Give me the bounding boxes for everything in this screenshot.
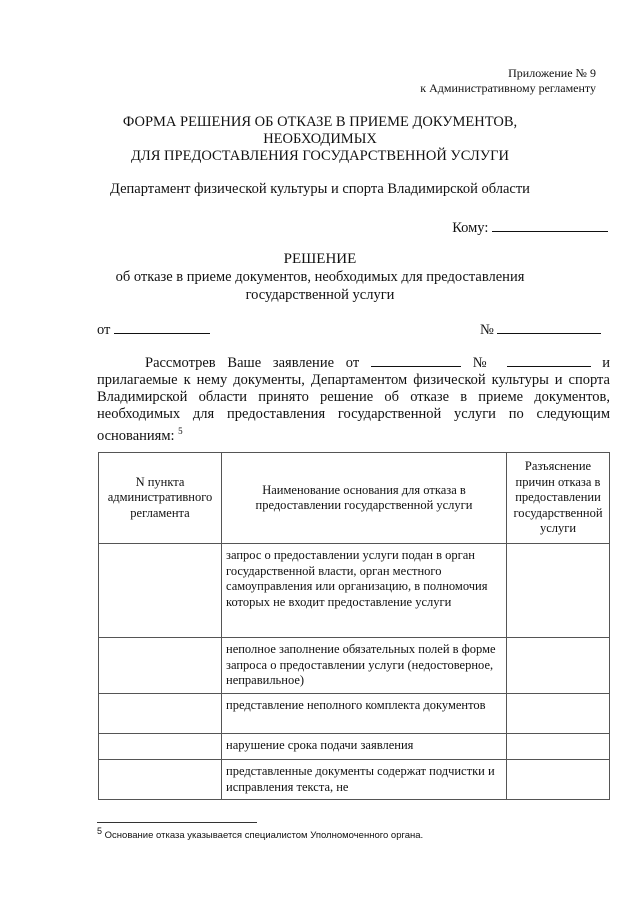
cell-point[interactable] [99, 734, 222, 760]
application-date-blank[interactable] [371, 352, 461, 367]
footnote [97, 826, 423, 841]
table-row [99, 544, 610, 638]
from-label: от [97, 322, 111, 338]
recipient-line [452, 217, 608, 237]
cell-ground: запрос о предоставлении услуги подан в орган государственной власти, орган местного самоуправления или организацию, в полномочия которых не входит предоставление услуги [222, 544, 507, 638]
application-number-blank[interactable] [507, 352, 591, 367]
cell-point[interactable] [99, 760, 222, 800]
cell-explanation[interactable] [507, 638, 610, 694]
cell-explanation[interactable] [507, 544, 610, 638]
cell-ground: нарушение срока подачи заявления [222, 734, 507, 760]
cell-explanation[interactable] [507, 694, 610, 734]
cell-point[interactable] [99, 638, 222, 694]
cell-point[interactable] [99, 544, 222, 638]
header-ground: Наименование основания для отказа в предоставлении государственной услуги [222, 453, 507, 544]
decision-subtitle-line-1: об отказе в приеме документов, необходимых для предоставления [115, 269, 525, 285]
body-line1-text: Рассмотрев Ваше заявление от [145, 355, 360, 371]
table-row [99, 760, 610, 800]
footnote-ref: 5 [178, 426, 183, 436]
table-row [99, 734, 610, 760]
footnote-separator [97, 822, 257, 823]
appendix-reference: к Административному регламенту [420, 81, 596, 95]
number-line [480, 319, 601, 339]
decision-subtitle-line-2: государственной услуги [245, 287, 395, 303]
body-conjunction: и [602, 355, 611, 371]
decision-subtitle [110, 268, 530, 304]
body-paragraph [97, 352, 610, 445]
footnote-text: Основание отказа указывается специалистом Уполномоченного органа. [104, 830, 424, 842]
table-row [99, 638, 610, 694]
cell-ground: неполное заполнение обязательных полей в форме запроса о предоставлении услуги (недостоверное, неправильное) [222, 638, 507, 694]
form-title-line-3: ДЛЯ ПРЕДОСТАВЛЕНИЯ ГОСУДАРСТВЕННОЙ УСЛУГИ [131, 148, 509, 164]
table-row [99, 694, 610, 734]
date-blank[interactable] [114, 319, 210, 334]
form-title-line-1: ФОРМА РЕШЕНИЯ ОБ ОТКАЗЕ В ПРИЕМЕ ДОКУМЕНТОВ, [122, 114, 518, 130]
decision-title: РЕШЕНИЕ [283, 251, 357, 267]
footnote-mark: 5 [97, 826, 103, 836]
number-blank[interactable] [497, 319, 601, 334]
cell-explanation[interactable] [507, 760, 610, 800]
form-title-line-2: НЕОБХОДИМЫХ [263, 131, 377, 147]
appendix-number: Приложение № 9 [508, 66, 596, 80]
table-header-row [99, 453, 610, 544]
header-point: N пункта административного регламента [99, 453, 222, 544]
body-number-sign: № [472, 355, 495, 371]
cell-explanation[interactable] [507, 734, 610, 760]
date-line [97, 319, 210, 339]
cell-ground: представленные документы содержат подчистки и исправления текста, не [222, 760, 507, 800]
department-name: Департамент физической культуры и спорта Владимирской области [110, 181, 530, 197]
body-text: прилагаемые к нему документы, Департаментом физической культуры и спорта Владимирской области принято решение об отказе в приеме документов, необходимых для предоставления государственной услуги по следующим основаниям: [97, 372, 610, 444]
recipient-label: Кому: [452, 220, 489, 236]
appendix-note [420, 66, 596, 96]
header-explanation: Разъяснение причин отказа в предоставлении государственной услуги [507, 453, 610, 544]
form-title [60, 114, 580, 165]
number-label: № [480, 322, 494, 338]
refusal-grounds-table [98, 452, 610, 800]
recipient-blank[interactable] [492, 217, 608, 232]
cell-ground: представление неполного комплекта документов [222, 694, 507, 734]
cell-point[interactable] [99, 694, 222, 734]
body-first-line [97, 352, 610, 372]
